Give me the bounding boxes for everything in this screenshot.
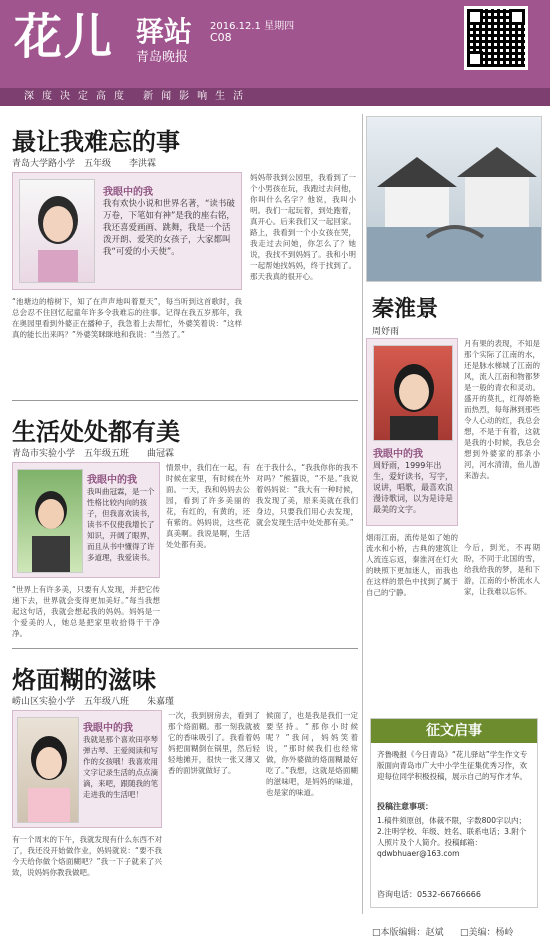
submission-rules: 1.稿件须原创，体裁不限，字数800字以内；2.注明学校、年级、姓名、联系电话；3.附个人照片及个人简介。投稿邮箱：qdwbhuaer@163.com [377, 816, 527, 858]
article-body: 有一个周末的下午，我就发现有什么东西不对了，我还没开始做作业，妈妈就说：“要不我今天给你做个烙面糊吧？”我一下子就来了兴致，说妈妈你教我做吧。 [12, 835, 162, 877]
article-body: “世界上有许多美，只要有人发现，并把它传递下去，世界就会变得更加美好。”每当我想起这句话，我就会想起我的妈妈。妈妈是一个爱美的人，她总是把家里收拾得干干净净。 [12, 585, 160, 638]
designer-credit: □美编：杨岭 [460, 928, 514, 938]
newspaper-name: 青岛晚报 [136, 50, 189, 65]
call-for-papers-text: 齐鲁晚报《今日青岛》“花儿驿站”学生作文专版面向青岛市广大中小学生征集优秀习作，欢迎每位同学积极投稿，展示自己的写作才华。 [377, 750, 528, 781]
article-body: 月有果的表现，不知是那个实际了江南的水，还是脉水梯城了江南的风，流人江南和物都梦是一般的青衣和灵动。盛开的莫扎，红得娇艳而热烈，每每淋到那些令人心动的红，我总会想，不是于有着，这就是我的小时候，我总会想到外婆家的那条小河，河水清清，鱼儿游来游去。 [464, 339, 540, 480]
article-body: 候面了，也是我是我们一定要坚持。“那你小时候呢？”我问，妈妈笑着说，“那时候我们也经常做，你外婆做的烙面糊最好吃了。”我想，这就是烙面糊的滋味吧，是妈妈的味道，也是家的味道。 [266, 711, 358, 797]
author-photo [17, 717, 79, 823]
article-body: 烟雨江南，流传是如了她的流水和小桥，古典的建筑让人流连忘返，秦淮河在灯火的映照下更加迷人，而我也在这样的景色中找到了属于自己的宁静。 [366, 533, 458, 597]
article-body: 妈妈带我到公园里，我看到了一个小男孩在玩，我跑过去问他，你叫什么名字？他说，我叫小明。我们一起玩着，到处跑着，真开心。后来我们又一起回家。路上，我看到一个小女孩在哭，我走过去问她，你怎么了？她说，我找不到妈妈了。我和小明一起帮她找妈妈，终于找到了。那天我真的很开心。 [250, 173, 356, 281]
author-photo [17, 469, 83, 573]
page-number: C08 [210, 31, 232, 44]
section-name: 驿站 [136, 15, 193, 48]
article-byline: 青岛市实验小学 五年级五班 曲冠霖 [12, 449, 175, 459]
profile-tag: 我眼中的我 [373, 449, 423, 460]
author-profile-box [366, 338, 458, 526]
article-byline: 青岛大学路小学 五年级 李洪霖 [12, 159, 157, 169]
article-title: 最让我难忘的事 [12, 127, 180, 156]
brand-logo: 花儿 [14, 9, 115, 65]
article-body: 在于我什么，“我我你你的我不对吗？”熊猫说，“不是。”我说着妈妈说：“我大有一种时候，我发现了美，原来美就在我们身边，只要我们用心去发现，就会发现生活中处处都有美。” [256, 463, 358, 527]
author-photo [373, 345, 453, 441]
issue-date: 2016.12.1 星期四 [210, 21, 295, 32]
author-profile-box [12, 462, 160, 578]
slogan-bar: 深度决定高度 新闻影响生活 [0, 88, 550, 106]
profile-tag: 我眼中的我 [87, 475, 137, 486]
author-profile-box [12, 172, 242, 290]
article-byline: 周妤雨 [372, 327, 400, 337]
profile-tag: 我眼中的我 [83, 723, 133, 734]
divider [12, 648, 358, 649]
call-for-papers-title: 征文启事 [371, 719, 537, 743]
watercolor-illustration [366, 116, 542, 282]
article-body: 情景中，我们在一起，有时候在家里，有时候在外面。一天，我和妈妈去公园，看到了许多美丽的花，有红的，有黄的，还有紫的。妈妈说，这些花真美啊。我说是啊，生活处处都有美。 [166, 463, 250, 549]
column-divider [362, 114, 363, 914]
author-photo [19, 179, 95, 283]
profile-text: 周妤雨，1999年出生，爱好读书，写字，说讲，唱歌，最喜欢浪漫诗歌词，以为是诗是最美的文字。 [373, 461, 453, 514]
article-body: 一次，我到厨房去，看到了那个烙面糊。那一刻我就被它的香味吸引了。我看着妈妈把面糊倒在锅里，然后轻轻地摊开，很快一张又薄又香的面饼就做好了。 [168, 711, 260, 775]
article-title: 生活处处都有美 [12, 417, 180, 446]
profile-text: 我叫曲冠霖，是一个性格比较内向的孩子，但我喜欢读书，读书不仅使我增长了知识，开阔了眼界，而且从书中懂得了许多道理，我爱读书。 [87, 487, 155, 562]
article-body: 今后，到光，不再期盼，不同于北国的雪，给我给我的梦，是和下游，江南的小桥流水人家，让我难以忘怀。 [464, 543, 540, 596]
profile-text: 我有欢快小说和世界名著，“读书破万卷，下笔如有神”是我的座右铭，我还喜爱画画、跳舞，我是一个活泼开朗、爱笑的女孩子，大家都叫我“可爱的小天使”。 [103, 199, 235, 257]
divider [12, 400, 358, 401]
submission-label: 投稿注意事项： [377, 802, 433, 811]
article-byline: 崂山区实验小学 五年级八班 朱嘉瑾 [12, 697, 175, 707]
article-title: 秦淮景 [372, 296, 439, 322]
masthead [0, 0, 550, 88]
contact-phone: 咨询电话：0532-66766666 [377, 890, 481, 899]
author-profile-box [12, 710, 162, 828]
editor-credit: □本版编辑：赵斌 [372, 928, 444, 938]
qr-code-icon [464, 6, 528, 70]
profile-text: 我就是那个喜欢田亭琴弹古琴、王爱阅读和写作的女孩哦！我喜欢用文字记录生活的点点滴滴，来吧，跟随我的笔走进我的生活吧！ [83, 735, 158, 799]
article-body: “池塘边的榕树下，知了在声声地叫着夏天”，每当听到这首歌时，我总会忍不住回忆起童年许多令我难忘的往事。记得在我五岁那年，我在奥园里看到外婆正在播种子，我急着上去帮忙，外婆笑着说：“这样真的能长出来吗？”外婆笑眯眯地和我说：“当然了。” [12, 297, 242, 339]
article-title: 烙面糊的滋味 [12, 665, 156, 694]
call-for-papers-box [370, 718, 538, 908]
profile-tag: 我眼中的我 [103, 187, 153, 198]
